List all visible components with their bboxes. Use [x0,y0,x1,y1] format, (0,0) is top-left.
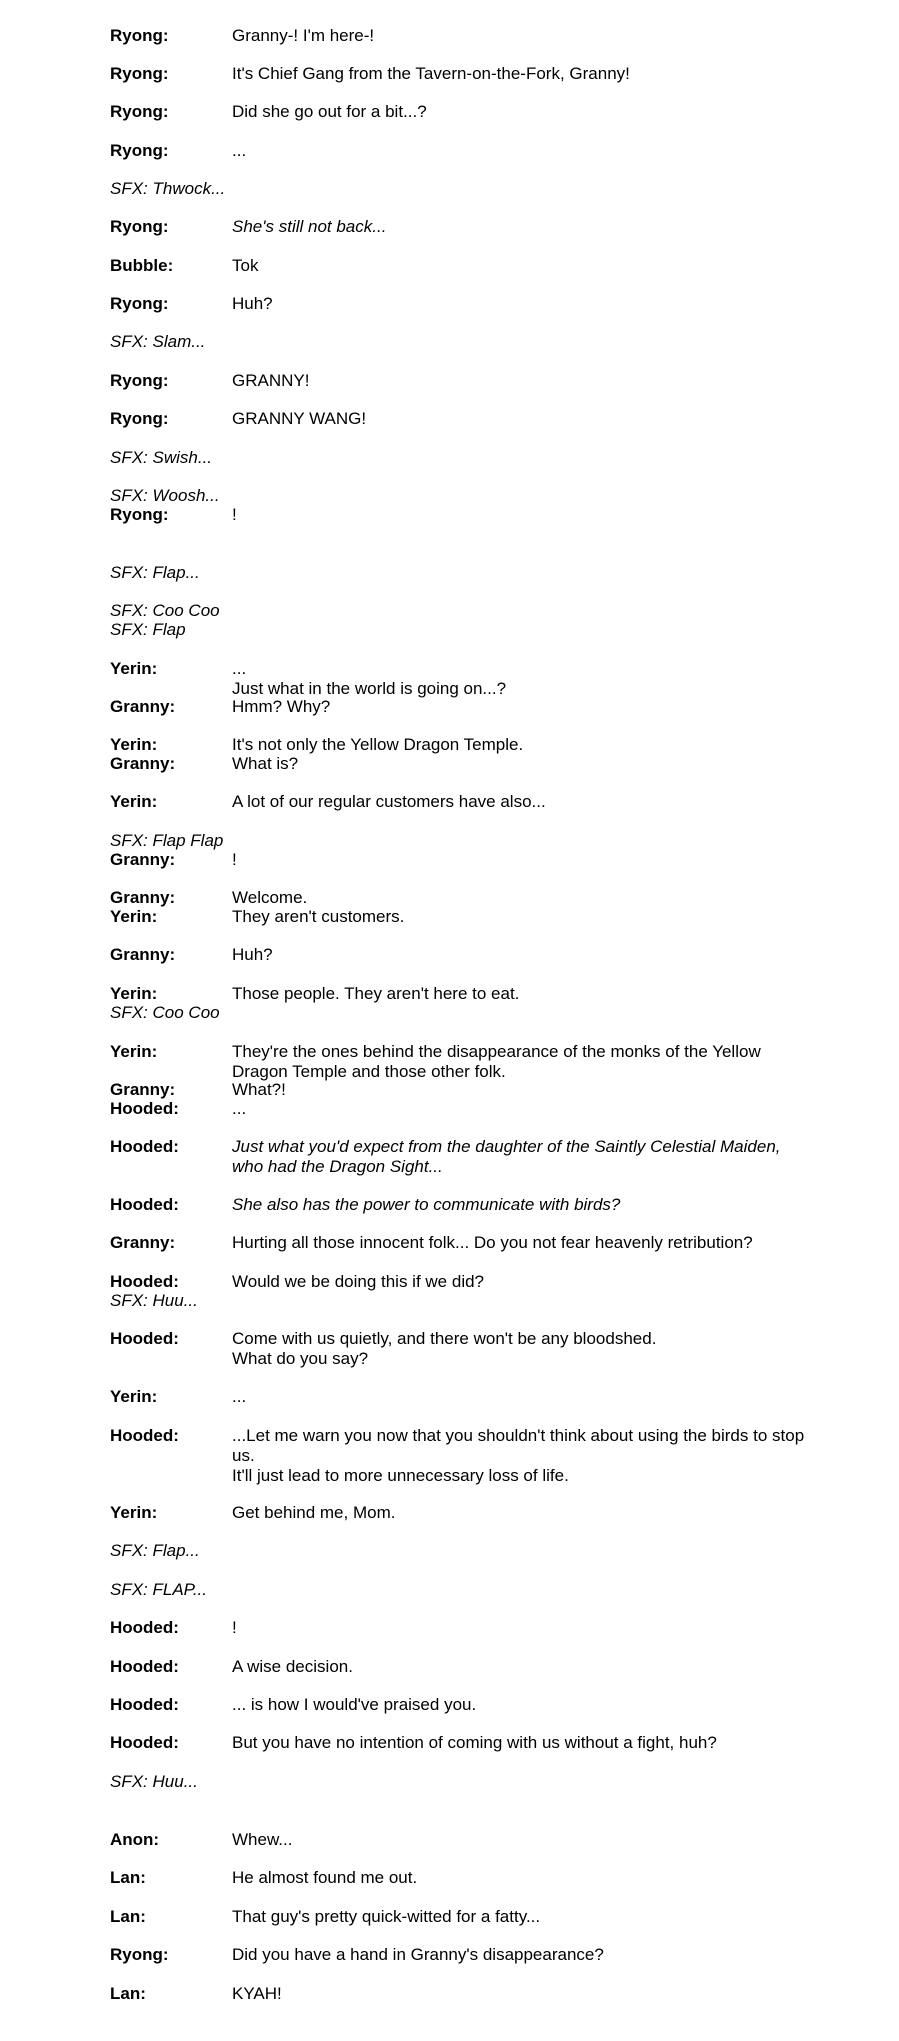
dialogue-line [110,1503,810,1523]
dialogue-text: ! [232,505,237,524]
sfx-line [110,448,810,468]
dialogue-text: But you have no intention of coming with us without a fight, huh? [232,1733,717,1752]
dialogue-text: ! [232,850,237,869]
dialogue-text: A wise decision. [232,1657,353,1676]
dialogue-text: Huh? [232,294,273,313]
dialogue-line [110,1426,810,1486]
speaker-label: Hooded: [110,1426,179,1445]
dialogue-text: Get behind me, Mom. [232,1503,396,1522]
sfx-line [110,332,810,352]
dialogue-line [110,1042,810,1082]
dialogue-line [110,1830,810,1850]
speaker-label: Ryong: [110,102,169,121]
dialogue-text: What?! [232,1080,286,1099]
dialogue-line [110,505,810,525]
speaker-label: Lan: [110,1868,146,1887]
speaker-label: Ryong: [110,371,169,390]
sfx-line [110,1291,810,1311]
dialogue-line [110,984,810,1004]
speaker-label: Ryong: [110,409,169,428]
dialogue-line [110,659,810,699]
dialogue-line [110,256,810,276]
speaker-label: Yerin: [110,1387,158,1406]
dialogue-text: GRANNY WANG! [232,409,367,428]
dialogue-text: KYAH! [232,1984,282,2003]
speaker-label: Ryong: [110,217,169,236]
dialogue-text: They aren't customers. [232,907,405,926]
dialogue-text: That guy's pretty quick-witted for a fatty... [232,1907,541,1926]
dialogue-line [110,792,810,812]
dialogue-line [110,64,810,84]
speaker-label: Lan: [110,1907,146,1926]
speaker-label: Hooded: [110,1657,179,1676]
sfx-line [110,831,810,851]
speaker-label: Ryong: [110,141,169,160]
dialogue-line [110,1233,810,1253]
speaker-label: Ryong: [110,26,169,45]
dialogue-text: Would we be doing this if we did? [232,1272,485,1291]
dialogue-text: Welcome. [232,888,308,907]
speaker-label: Lan: [110,1984,146,2003]
speaker-label: Yerin: [110,907,158,926]
sfx-text: SFX: Woosh... [110,486,220,505]
speaker-label: Hooded: [110,1099,179,1118]
dialogue-line [110,1195,810,1215]
speaker-label: Granny: [110,945,176,964]
sfx-line [110,601,810,621]
sfx-text: SFX: Flap... [110,1541,200,1560]
speaker-label: Yerin: [110,792,158,811]
dialogue-text: A lot of our regular customers have also... [232,792,546,811]
dialogue-line [110,1618,810,1638]
dialogue-line [110,1387,810,1407]
dialogue-line [110,1695,810,1715]
dialogue-line [110,754,810,774]
speaker-label: Hooded: [110,1195,179,1214]
dialogue-line [110,26,810,46]
dialogue-text: They're the ones behind the disappearance of the monks of the Yellow Dragon Temple and those other folk. [232,1042,761,1081]
dialogue-text: She also has the power to communicate with birds? [232,1195,621,1214]
dialogue-text: ... is how I would've praised you. [232,1695,477,1714]
dialogue-line [110,217,810,237]
speaker-label: Hooded: [110,1695,179,1714]
dialogue-text: What is? [232,754,299,773]
dialogue-text: GRANNY! [232,371,310,390]
dialogue-text: Just what you'd expect from the daughter of the Saintly Celestial Maiden, who had the Dragon Sight... [232,1137,781,1176]
speaker-label: Granny: [110,1080,176,1099]
dialogue-text: ... Just what in the world is going on...? [232,659,507,698]
dialogue-line [110,907,810,927]
dialogue-text: Come with us quietly, and there won't be any bloodshed. What do you say? [232,1329,657,1368]
sfx-text: SFX: FLAP... [110,1580,208,1599]
speaker-label: Granny: [110,850,176,869]
dialogue-text: It's Chief Gang from the Tavern-on-the-Fork, Granny! [232,64,630,83]
speaker-label: Yerin: [110,1042,158,1061]
speaker-label: Granny: [110,1233,176,1252]
speaker-label: Ryong: [110,294,169,313]
dialogue-line [110,1137,810,1177]
speaker-label: Ryong: [110,505,169,524]
speaker-label: Anon: [110,1830,160,1849]
dialogue-line [110,888,810,908]
sfx-line [110,1772,810,1792]
sfx-text: SFX: Flap... [110,563,200,582]
speaker-label: Yerin: [110,659,158,678]
dialogue-text: He almost found me out. [232,1868,418,1887]
speaker-label: Granny: [110,754,176,773]
sfx-text: SFX: Slam... [110,332,206,351]
sfx-line [110,1580,810,1600]
dialogue-line [110,294,810,314]
dialogue-line [110,1868,810,1888]
dialogue-line [110,1329,810,1369]
dialogue-text: ! [232,1618,237,1637]
speaker-label: Granny: [110,888,176,907]
dialogue-text: ... [232,1099,247,1118]
speaker-label: Granny: [110,697,176,716]
dialogue-text: Granny-! I'm here-! [232,26,375,45]
speaker-label: Ryong: [110,64,169,83]
sfx-text: SFX: Huu... [110,1772,198,1791]
dialogue-text: ...Let me warn you now that you shouldn't think about using the birds to stop us. It'll just lead to more unnecessary loss of life. [232,1426,805,1485]
speaker-label: Ryong: [110,1945,169,1964]
dialogue-line [110,1272,810,1292]
speaker-label: Bubble: [110,256,174,275]
dialogue-line [110,102,810,122]
dialogue-line [110,1984,810,2004]
sfx-line [110,179,810,199]
dialogue-line [110,697,810,717]
sfx-text: SFX: Flap Flap [110,831,224,850]
dialogue-line [110,850,810,870]
speaker-label: Hooded: [110,1329,179,1348]
speaker-label: Yerin: [110,1503,158,1522]
dialogue-text: Tok [232,256,259,275]
sfx-text: SFX: Thwock... [110,179,226,198]
dialogue-line [110,1080,810,1100]
sfx-text: SFX: Coo Coo [110,601,220,620]
speaker-label: Yerin: [110,984,158,1003]
dialogue-line [110,1907,810,1927]
sfx-line [110,620,810,640]
speaker-label: Yerin: [110,735,158,754]
dialogue-text: Did you have a hand in Granny's disappearance? [232,1945,604,1964]
dialogue-line [110,1733,810,1753]
speaker-label: Hooded: [110,1733,179,1752]
sfx-line [110,1541,810,1561]
speaker-label: Hooded: [110,1137,179,1156]
sfx-line [110,563,810,583]
sfx-text: SFX: Coo Coo [110,1003,220,1022]
dialogue-line [110,1945,810,1965]
sfx-line [110,486,810,506]
dialogue-text: She's still not back... [232,217,387,236]
dialogue-line [110,1099,810,1119]
sfx-line [110,1003,810,1023]
dialogue-text: It's not only the Yellow Dragon Temple. [232,735,524,754]
dialogue-text: Did she go out for a bit...? [232,102,427,121]
dialogue-text: Whew... [232,1830,293,1849]
dialogue-line [110,1657,810,1677]
sfx-text: SFX: Swish... [110,448,213,467]
speaker-label: Hooded: [110,1618,179,1637]
dialogue-text: Those people. They aren't here to eat. [232,984,520,1003]
dialogue-text: Huh? [232,945,273,964]
dialogue-line [110,945,810,965]
dialogue-line [110,141,810,161]
dialogue-line [110,735,810,755]
dialogue-text: ... [232,1387,247,1406]
dialogue-text: ... [232,141,247,160]
dialogue-text: Hurting all those innocent folk... Do you not fear heavenly retribution? [232,1233,753,1252]
sfx-text: SFX: Huu... [110,1291,198,1310]
dialogue-text: Hmm? Why? [232,697,331,716]
speaker-label: Hooded: [110,1272,179,1291]
dialogue-line [110,371,810,391]
dialogue-line [110,409,810,429]
sfx-text: SFX: Flap [110,620,186,639]
